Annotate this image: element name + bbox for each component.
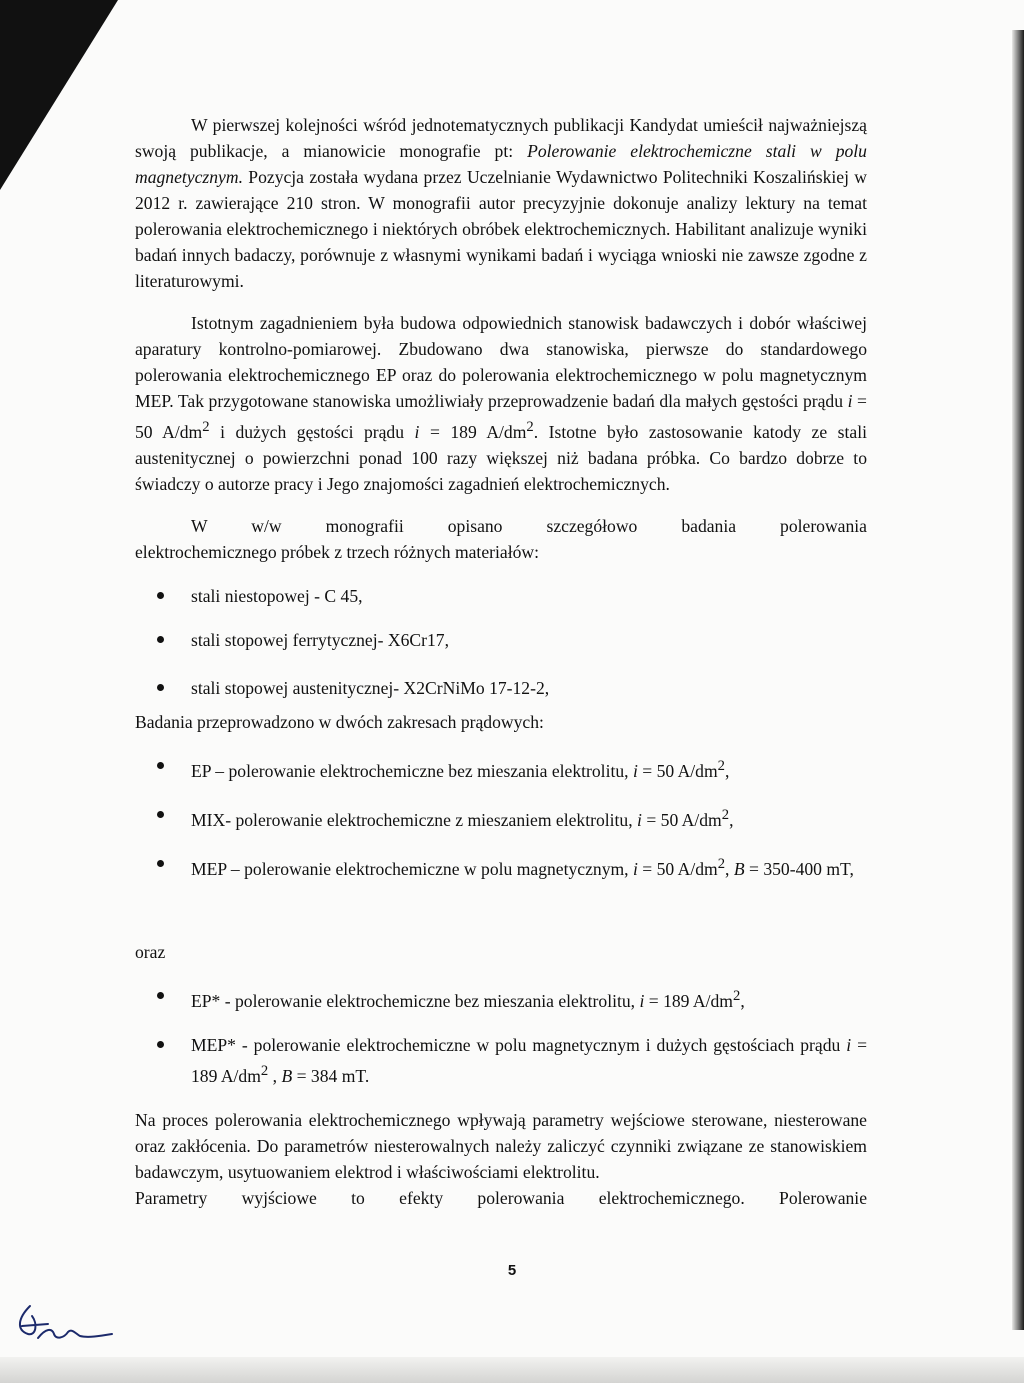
paragraph-monograph bbox=[135, 112, 867, 294]
bullet-icon bbox=[157, 811, 164, 818]
bullet-icon bbox=[157, 684, 164, 691]
scan-corner-shadow bbox=[0, 0, 118, 190]
punctuation: , bbox=[725, 858, 730, 879]
value: = 384 mT. bbox=[296, 1066, 370, 1087]
paragraph-stands bbox=[135, 310, 867, 497]
value: = 189 A/dm bbox=[648, 991, 733, 1012]
list-item bbox=[135, 675, 867, 701]
bullet-icon bbox=[157, 592, 164, 599]
symbol-i: i bbox=[847, 391, 853, 411]
bullet-icon bbox=[157, 992, 164, 999]
paragraph-parameters: Na proces polerowania elektrochemicznego wpływają parametry wejściowe sterowane, niesterowane oraz zakłócenia. Do parametrów niesterowalnych należy zaliczyć czynniki związane ze stanowiskiem badawczym, usytuowaniem elektrod i właściwościami elektrolitu. bbox=[135, 1110, 867, 1183]
value: = 50 A/dm bbox=[642, 858, 718, 879]
materials-list bbox=[135, 583, 867, 701]
value: = 50 A/dm bbox=[646, 809, 722, 830]
current-density-low: = 50 A/dm bbox=[135, 391, 867, 442]
punctuation: , bbox=[740, 991, 745, 1012]
symbol-b: B bbox=[281, 1066, 293, 1087]
superscript: 2 bbox=[202, 419, 210, 435]
symbol-b: B bbox=[733, 858, 745, 879]
bullet-icon bbox=[157, 1041, 164, 1048]
list-item-text: EP* - polerowanie elektrochemiczne bez mieszania elektrolitu, bbox=[191, 991, 636, 1012]
signature-icon bbox=[8, 1298, 118, 1348]
paragraph-text: i dużych gęstości prądu bbox=[220, 421, 405, 442]
list-item-ep-star bbox=[135, 983, 867, 1014]
value: = 350-400 mT, bbox=[749, 858, 854, 879]
list-item-text: stali stopowej austenitycznej- X2CrNiMo 17-12-2, bbox=[191, 677, 550, 698]
list-item-text: MEP – polerowanie elektrochemiczne w polu magnetycznym, bbox=[191, 858, 629, 879]
page-number: 5 bbox=[507, 1262, 517, 1279]
bullet-icon bbox=[157, 762, 164, 769]
superscript: 2 bbox=[732, 988, 741, 1005]
superscript: 2 bbox=[526, 419, 534, 435]
list-item-ep bbox=[135, 753, 867, 784]
bullet-icon bbox=[157, 636, 164, 643]
bullet-icon bbox=[157, 860, 164, 867]
list-item-text: EP – polerowanie elektrochemiczne bez mieszania elektrolitu, bbox=[191, 760, 629, 781]
superscript: 2 bbox=[717, 855, 726, 872]
list-item-text: MIX- polerowanie elektrochemiczne z mieszaniem elektrolitu, bbox=[191, 809, 633, 830]
paragraph-text: Istotnym zagadnieniem była budowa odpowiednich stanowisk badawczych i dobór właściwej aparatury kontrolno-pomiarowej. Zbudowano dwa stanowiska, pierwsze do standardowego polerowania elektrochemicznego EP oraz do polerowania elektrochemicznego w polu magnetycznym MEP. Tak przygotowane stanowiska umożliwiały przeprowadzenie badań dla małych gęstości prądu bbox=[135, 313, 867, 411]
symbol-i: i bbox=[637, 809, 642, 830]
value: = 50 A/dm bbox=[642, 760, 718, 781]
punctuation: , bbox=[725, 760, 730, 781]
list-item-mep-star bbox=[135, 1032, 867, 1089]
list-item-text: stali niestopowej - C 45, bbox=[191, 585, 363, 606]
symbol-i: i bbox=[633, 858, 638, 879]
list-item bbox=[135, 627, 867, 653]
scan-bottom-edge bbox=[0, 1357, 1024, 1383]
paragraph-ranges-intro: Badania przeprowadzono w dwóch zakresach prądowych: bbox=[135, 711, 544, 732]
current-ranges-list-high bbox=[135, 983, 867, 1089]
symbol-i: i bbox=[414, 421, 420, 442]
punctuation: , bbox=[729, 809, 734, 830]
superscript: 2 bbox=[717, 757, 725, 774]
superscript: 2 bbox=[721, 806, 730, 823]
paragraph-text: . Istotne było zastosowanie katody ze stali austenitycznej o powierzchni ponad 100 razy większej niż badana próbka. Co bardzo dobrze to świadczy o autorze pracy i Jego znajomości zagadnień elektrochemicznych. bbox=[135, 421, 867, 494]
document-body bbox=[135, 112, 867, 1211]
symbol-i: i bbox=[639, 991, 645, 1012]
punctuation: , bbox=[268, 1066, 278, 1087]
value: = 189 A/dm bbox=[191, 1035, 867, 1087]
current-ranges-list bbox=[135, 753, 867, 882]
current-density-high: = 189 A/dm bbox=[429, 421, 527, 442]
paragraph-text: Pozycja została wydana przez Uczelnianie Wydawnictwo Politechniki Koszalińskiej w 2012 r. zawierające 210 stron. W monografii autor precyzyjnie dokonuje analizy lektury na temat polerowania elektrochemicznego i niektórych obróbek elektrochemicznych. Habilitant analizuje wyniki badań innych badaczy, porównuje z własnymi wynikami badań i wyciąga wnioski nie zawsze zgodne z literaturowymi. bbox=[135, 167, 867, 291]
superscript: 2 bbox=[260, 1063, 269, 1080]
scan-right-edge bbox=[1012, 30, 1024, 1330]
list-item bbox=[135, 583, 867, 609]
paragraph-parameters-last-line: Parametry wyjściowe to efekty polerowania elektrochemicznego. Polerowanie bbox=[135, 1188, 867, 1209]
list-item-mix bbox=[135, 802, 867, 833]
symbol-i: i bbox=[632, 760, 638, 781]
paragraph-text: W pierwszej kolejności wśród jednotematycznych publikacji Kandydat umieścił najważniejszą swoją publikacje, a mianowicie monografie pt: bbox=[135, 115, 867, 161]
list-item-text: stali stopowej ferrytycznej- X6Cr17, bbox=[191, 629, 449, 650]
list-item-mep bbox=[135, 851, 867, 882]
list-item-text: MEP* - polerowanie elektrochemiczne w polu magnetycznym i dużych gęstościach prądu bbox=[191, 1035, 841, 1056]
paragraph-materials-intro: W w/w monografii opisano szczegółowo badania polerowania bbox=[191, 515, 867, 536]
symbol-i: i bbox=[846, 1035, 852, 1056]
conjunction-oraz: oraz bbox=[135, 942, 166, 963]
paragraph-materials-intro-cont: elektrochemicznego próbek z trzech różnych materiałów: bbox=[135, 541, 539, 562]
monograph-title: Polerowanie elektrochemiczne stali w polu magnetycznym. bbox=[135, 141, 867, 187]
